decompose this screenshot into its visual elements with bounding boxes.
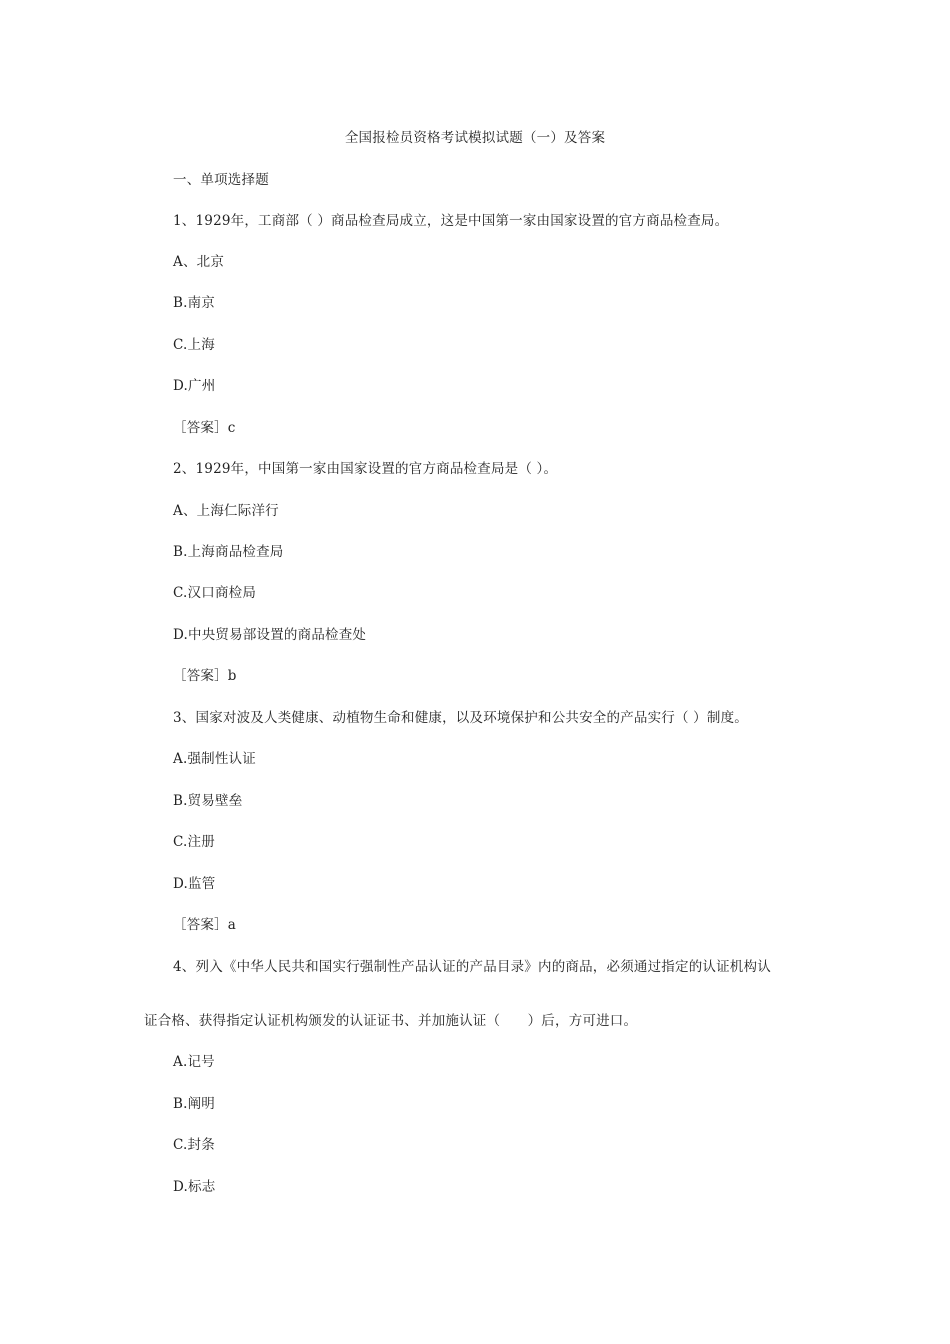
question-2-stem: 2、1929年，中国第一家由国家设置的官方商品检查局是（ ）。 (173, 461, 558, 477)
question-3-option-a: A.强制性认证 (173, 751, 256, 767)
document-title: 全国报检员资格考试模拟试题（一）及答案 (344, 130, 606, 146)
question-3-option-d: D.监管 (173, 876, 216, 892)
question-1-stem: 1、1929年，工商部（ ）商品检查局成立，这是中国第一家由国家设置的官方商品检查局。 (173, 213, 729, 229)
question-1-option-b: B.南京 (173, 295, 216, 311)
question-4-stem: 4、列入《中华人民共和国实行强制性产品认证的产品目录》内的商品，必须通过指定的认证机构认 (173, 959, 771, 975)
question-1-option-a: A、北京 (173, 254, 225, 270)
question-4-option-c: C.封条 (173, 1137, 215, 1153)
question-3-option-c: C.注册 (173, 834, 215, 850)
question-1-answer: ［答案］c (173, 420, 236, 436)
question-2-option-b: B.上海商品检查局 (173, 544, 284, 560)
question-4-stem-continued: 证合格、获得指定认证机构颁发的认证证书、并加施认证（ ）后，方可进口。 (144, 1013, 638, 1029)
question-3-option-b: B.贸易壁垒 (173, 793, 243, 809)
question-2-answer: ［答案］b (173, 668, 237, 684)
question-3-answer: ［答案］a (173, 917, 237, 933)
section-heading: 一、单项选择题 (173, 172, 269, 188)
question-4-option-b: B.阐明 (173, 1096, 216, 1112)
question-1-option-c: C.上海 (173, 337, 215, 353)
question-2-option-d: D.中央贸易部设置的商品检查处 (173, 627, 367, 643)
question-4-option-a: A.记号 (173, 1054, 215, 1070)
question-3-stem: 3、国家对波及人类健康、动植物生命和健康，以及环境保护和公共安全的产品实行（ ）制度。 (173, 710, 748, 726)
question-2-option-a: A、上海仁际洋行 (173, 503, 279, 519)
question-2-option-c: C.汉口商检局 (173, 585, 257, 601)
question-1-option-d: D.广州 (173, 378, 216, 394)
question-4-option-d: D.标志 (173, 1179, 216, 1195)
